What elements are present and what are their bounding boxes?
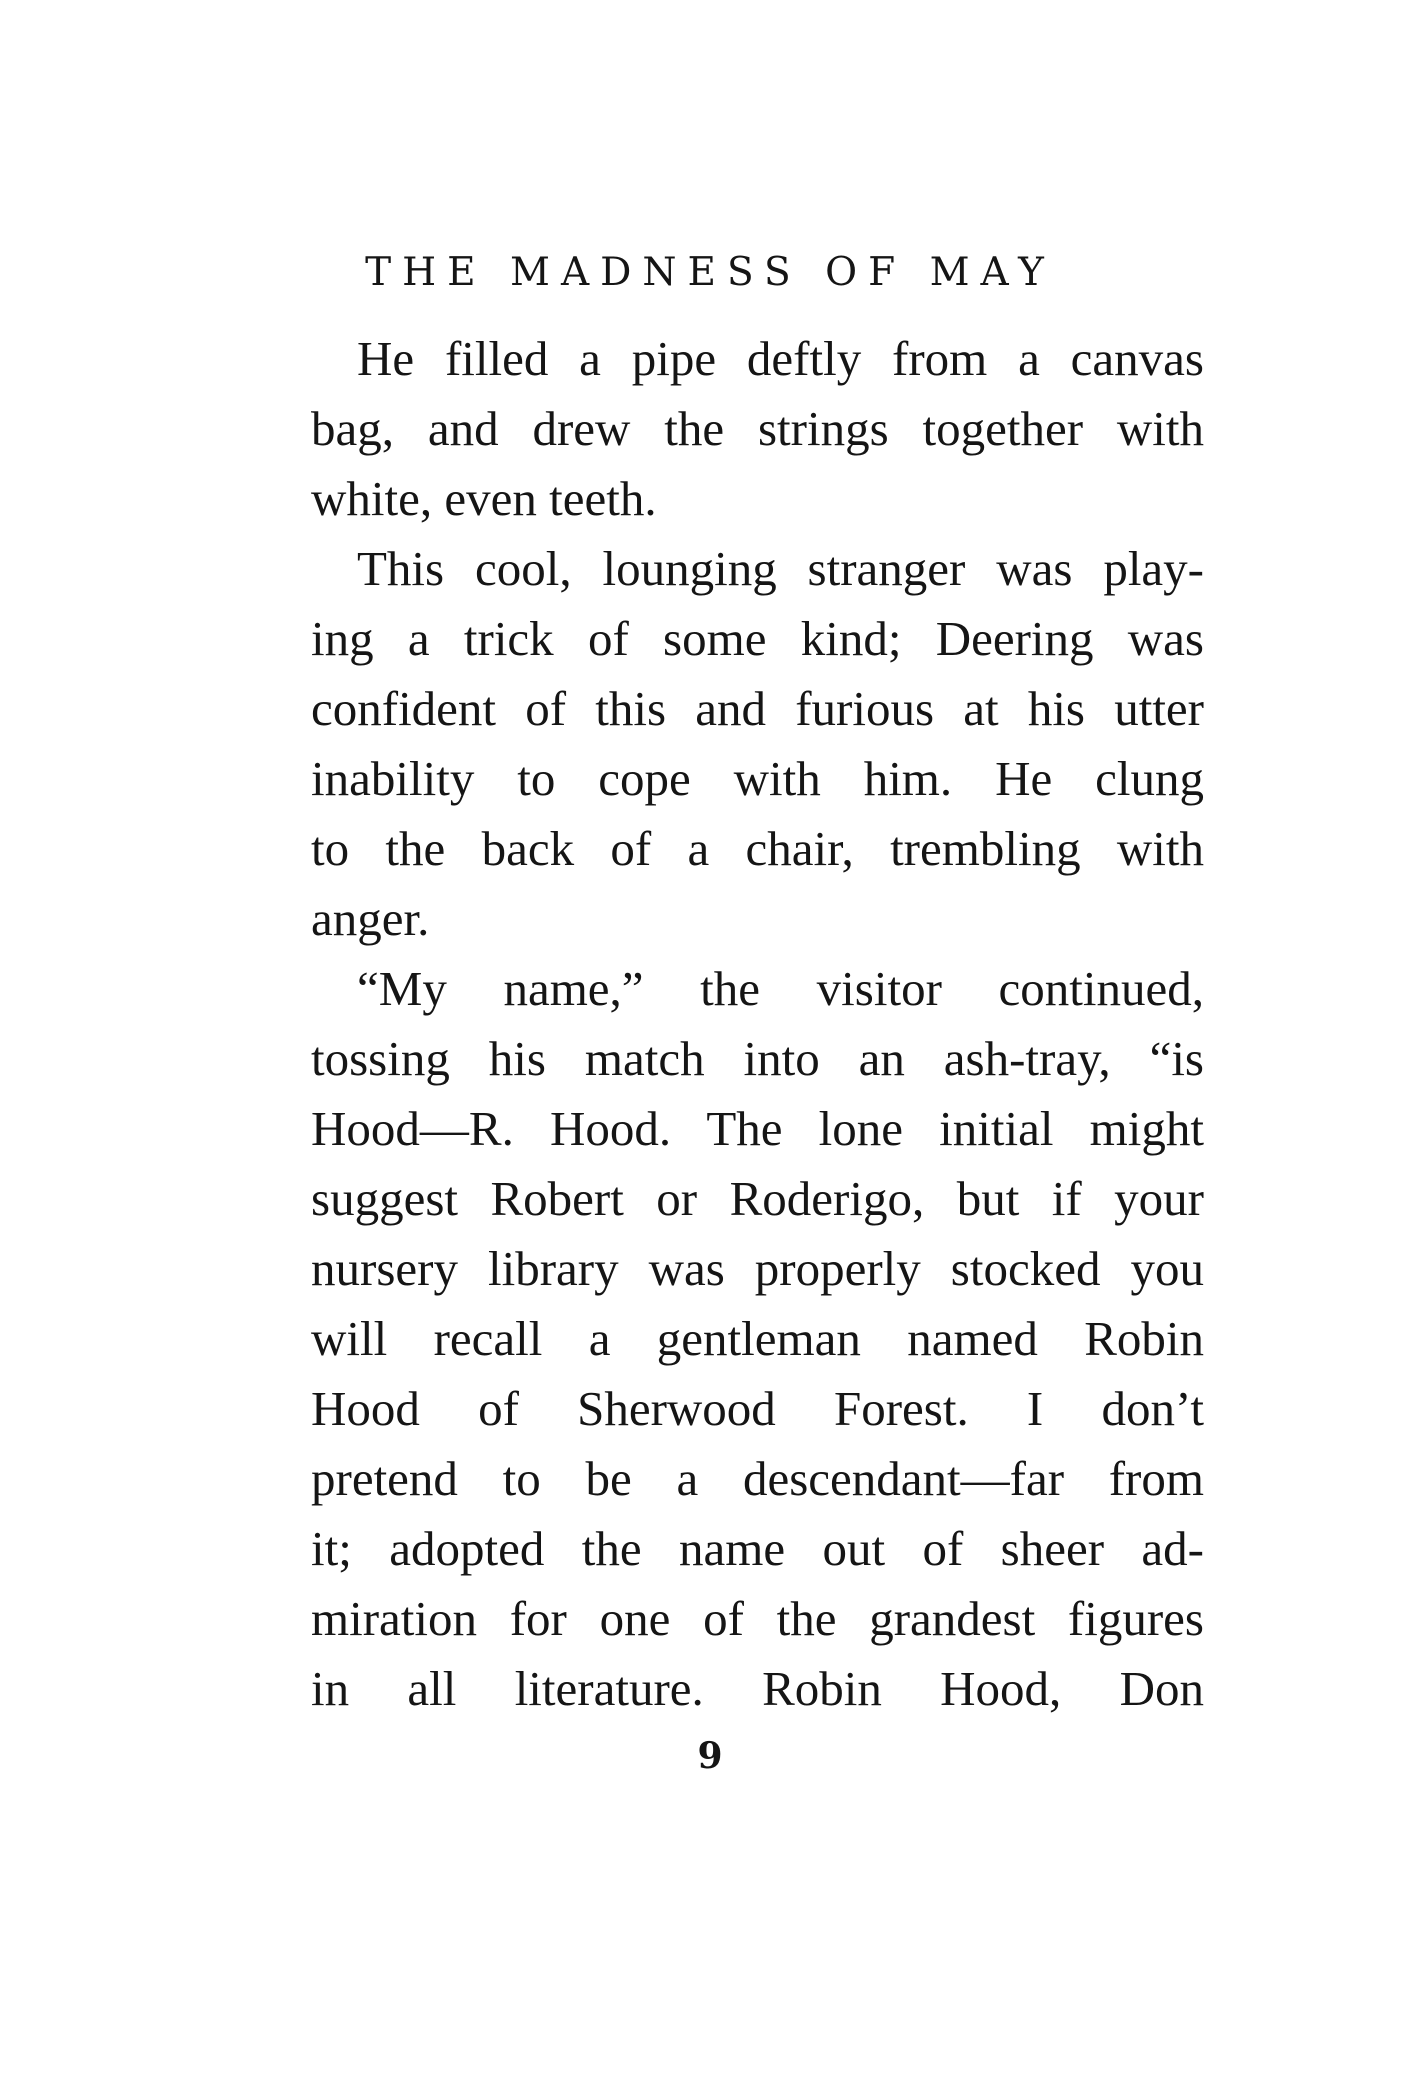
- text-line: nursery library was properly stocked you: [311, 1241, 1204, 1296]
- text-line: in all literature. Robin Hood, Don: [311, 1661, 1204, 1716]
- text-line: “My name,” the visitor continued,: [357, 961, 1204, 1016]
- text-line: confident of this and furious at his utter: [311, 681, 1204, 736]
- running-head: THE MADNESS OF MAY: [365, 250, 1055, 295]
- text-line: anger.: [311, 891, 430, 946]
- text-line: This cool, lounging stranger was play-: [357, 541, 1204, 596]
- text-line: He filled a pipe deftly from a canvas: [357, 331, 1204, 386]
- text-line: Hood of Sherwood Forest. I don’t: [311, 1381, 1204, 1436]
- text-line: will recall a gentleman named Robin: [311, 1311, 1204, 1366]
- text-line: suggest Robert or Roderigo, but if your: [311, 1171, 1204, 1226]
- text-line: ing a trick of some kind; Deering was: [311, 611, 1204, 666]
- text-line: inability to cope with him. He clung: [311, 751, 1204, 806]
- text-line: tossing his match into an ash-tray, “is: [311, 1031, 1204, 1086]
- text-line: miration for one of the grandest figures: [311, 1591, 1204, 1646]
- text-line: white, even teeth.: [311, 471, 657, 526]
- page-number: 9: [697, 1735, 723, 1777]
- text-line: pretend to be a descendant—far from: [311, 1451, 1204, 1506]
- text-line: bag, and drew the strings together with: [311, 401, 1204, 456]
- text-line: it; adopted the name out of sheer ad-: [311, 1521, 1204, 1576]
- text-line: Hood—R. Hood. The lone initial might: [311, 1101, 1204, 1156]
- text-line: to the back of a chair, trembling with: [311, 821, 1204, 876]
